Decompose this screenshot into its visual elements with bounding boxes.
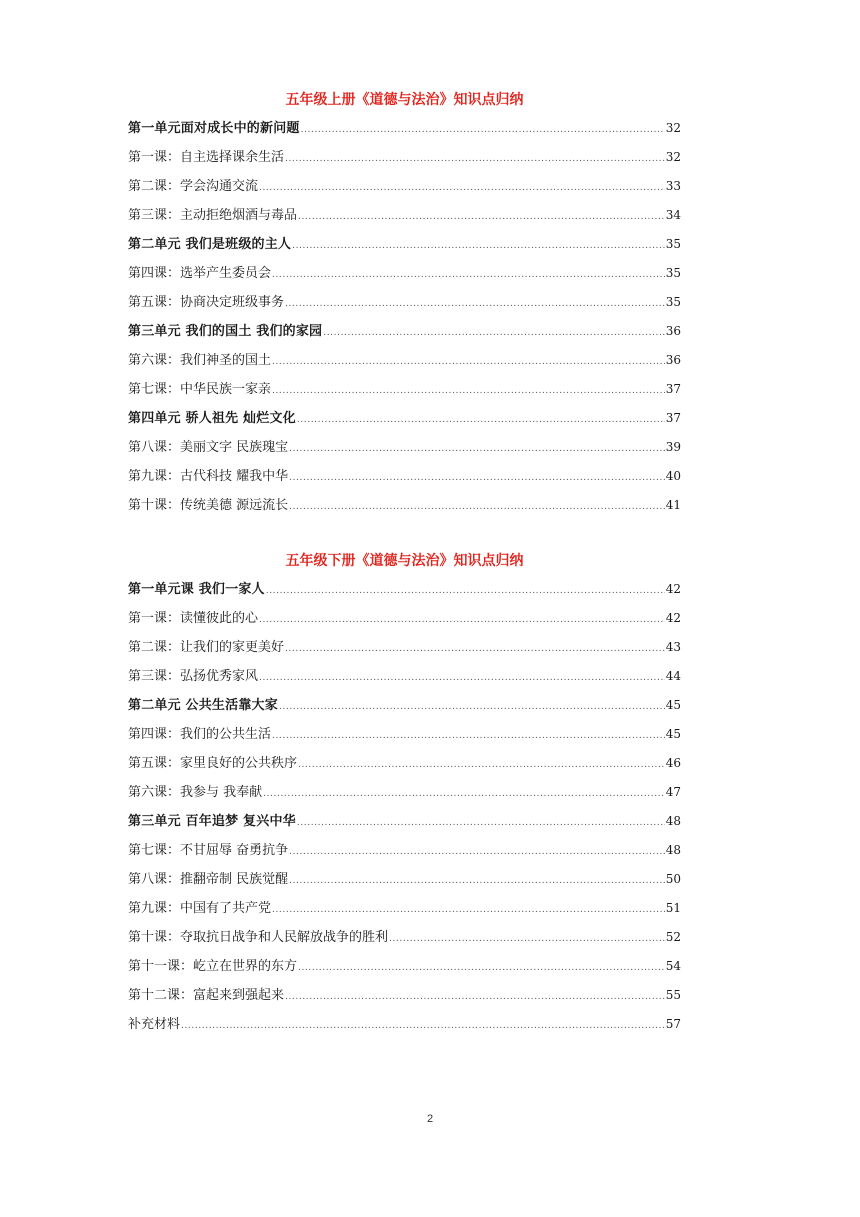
toc-page-number: 37 [665, 411, 681, 425]
toc-entry-title: 第十二课：富起来到强起来 [128, 988, 285, 1003]
toc-entry-list [128, 575, 681, 1039]
toc-lesson-entry[interactable] [128, 952, 681, 981]
toc-page-number: 41 [665, 498, 681, 512]
toc-entry-title: 补充材料 [128, 1017, 181, 1032]
dot-leader [289, 464, 665, 493]
toc-entry-title: 第十课：夺取抗日战争和人民解放战争的胜利 [128, 930, 389, 945]
toc-page-number: 55 [665, 988, 681, 1002]
toc-entry-title: 第八课：推翻帝制 民族觉醒 [128, 872, 289, 887]
toc-page-number: 57 [665, 1017, 681, 1031]
dot-leader [285, 635, 665, 664]
toc-unit-entry[interactable] [128, 575, 681, 604]
toc-entry-title: 第十一课：屹立在世界的东方 [128, 959, 298, 974]
toc-unit-entry[interactable] [128, 691, 681, 720]
dot-leader [272, 377, 665, 406]
toc-lesson-entry[interactable] [128, 1010, 681, 1039]
toc-page-number: 35 [665, 237, 681, 251]
toc-page-number: 44 [665, 669, 681, 683]
toc-page-number: 42 [665, 611, 681, 625]
toc-section-grade5-vol2 [128, 549, 681, 1039]
toc-lesson-entry[interactable] [128, 923, 681, 952]
toc-lesson-entry[interactable] [128, 201, 681, 230]
toc-entry-title: 第十课：传统美德 源远流长 [128, 498, 289, 513]
toc-entry-title: 第三课：主动拒绝烟酒与毒品 [128, 208, 298, 223]
toc-entry-title: 第八课：美丽文字 民族瑰宝 [128, 440, 289, 455]
toc-entry-title: 第一课：自主选择课余生活 [128, 150, 285, 165]
dot-leader [181, 1012, 665, 1041]
toc-unit-entry[interactable] [128, 317, 681, 346]
toc-page-number: 32 [665, 121, 681, 135]
toc-page-number: 34 [665, 208, 681, 222]
toc-entry-title: 第一单元面对成长中的新问题 [128, 121, 300, 136]
toc-page-number: 36 [665, 353, 681, 367]
toc-lesson-entry[interactable] [128, 259, 681, 288]
dot-leader [389, 925, 665, 954]
toc-unit-entry[interactable] [128, 807, 681, 836]
dot-leader [323, 319, 664, 348]
toc-entry-title: 第六课：我参与 我奉献 [128, 785, 263, 800]
dot-leader [285, 290, 665, 319]
dot-leader [292, 232, 665, 261]
toc-page-number: 48 [665, 843, 681, 857]
toc-page-number: 35 [665, 266, 681, 280]
toc-page-number: 52 [665, 930, 681, 944]
toc-lesson-entry[interactable] [128, 778, 681, 807]
toc-page-number: 40 [665, 469, 681, 483]
toc-page-number: 32 [665, 150, 681, 164]
dot-leader [301, 116, 665, 145]
toc-lesson-entry[interactable] [128, 981, 681, 1010]
toc-lesson-entry[interactable] [128, 375, 681, 404]
dot-leader [289, 867, 665, 896]
dot-leader [298, 751, 665, 780]
toc-entry-title: 第四课：选举产生委员会 [128, 266, 272, 281]
toc-lesson-entry[interactable] [128, 662, 681, 691]
dot-leader [259, 606, 665, 635]
toc-lesson-entry[interactable] [128, 894, 681, 923]
toc-lesson-entry[interactable] [128, 865, 681, 894]
toc-lesson-entry[interactable] [128, 462, 681, 491]
toc-unit-entry[interactable] [128, 230, 681, 259]
toc-page-number: 51 [665, 901, 681, 915]
toc-lesson-entry[interactable] [128, 604, 681, 633]
toc-page-number: 33 [665, 179, 681, 193]
dot-leader [272, 896, 665, 925]
dot-leader [285, 983, 665, 1012]
toc-lesson-entry[interactable] [128, 491, 681, 520]
section-title: 五年级下册《道德与法治》知识点归纳 [285, 553, 524, 569]
toc-page-number: 39 [665, 440, 681, 454]
dot-leader [297, 406, 665, 435]
toc-lesson-entry[interactable] [128, 749, 681, 778]
toc-entry-title: 第二课：让我们的家更美好 [128, 640, 285, 655]
toc-page-number: 35 [665, 295, 681, 309]
toc-page-number: 45 [665, 727, 681, 741]
toc-entry-title: 第三单元 我们的国土 我们的家园 [128, 324, 323, 339]
toc-page-number: 48 [665, 814, 681, 828]
toc-entry-title: 第九课：中国有了共产党 [128, 901, 272, 916]
dot-leader [298, 954, 665, 983]
dot-leader [289, 838, 665, 867]
dot-leader [289, 435, 665, 464]
section-title: 五年级上册《道德与法治》知识点归纳 [285, 92, 524, 108]
toc-entry-title: 第二单元 我们是班级的主人 [128, 237, 292, 252]
toc-entry-title: 第九课：古代科技 耀我中华 [128, 469, 289, 484]
toc-page-number: 54 [665, 959, 681, 973]
dot-leader [272, 722, 665, 751]
toc-entry-title: 第六课：我们神圣的国土 [128, 353, 272, 368]
toc-lesson-entry[interactable] [128, 172, 681, 201]
dot-leader [285, 145, 665, 174]
toc-lesson-entry[interactable] [128, 143, 681, 172]
toc-entry-title: 第三单元 百年追梦 复兴中华 [128, 814, 296, 829]
toc-entry-title: 第一单元课 我们一家人 [128, 582, 265, 597]
dot-leader [259, 174, 665, 203]
toc-unit-entry[interactable] [128, 114, 681, 143]
toc-lesson-entry[interactable] [128, 836, 681, 865]
toc-entry-list [128, 114, 681, 520]
toc-page-number: 46 [665, 756, 681, 770]
toc-lesson-entry[interactable] [128, 346, 681, 375]
toc-entry-title: 第三课：弘扬优秀家风 [128, 669, 259, 684]
dot-leader [272, 261, 665, 290]
toc-page-number: 43 [665, 640, 681, 654]
dot-leader [297, 809, 665, 838]
dot-leader [279, 693, 665, 722]
toc-unit-entry[interactable] [128, 404, 681, 433]
dot-leader [263, 780, 665, 809]
toc-page-number: 47 [665, 785, 681, 799]
toc-entry-title: 第七课：不甘屈辱 奋勇抗争 [128, 843, 289, 858]
toc-entry-title: 第二单元 公共生活靠大家 [128, 698, 278, 713]
toc-entry-title: 第一课：读懂彼此的心 [128, 611, 259, 626]
dot-leader [298, 203, 665, 232]
toc-lesson-entry[interactable] [128, 633, 681, 662]
dot-leader [259, 664, 665, 693]
toc-entry-title: 第五课：家里良好的公共秩序 [128, 756, 298, 771]
page-number: 2 [426, 1113, 434, 1125]
toc-entry-title: 第七课：中华民族一家亲 [128, 382, 272, 397]
dot-leader [289, 493, 665, 522]
toc-page-number: 50 [665, 872, 681, 886]
toc-section-grade5-vol1 [128, 88, 681, 520]
toc-lesson-entry[interactable] [128, 433, 681, 462]
toc-entry-title: 第五课：协商决定班级事务 [128, 295, 285, 310]
toc-page-number: 45 [665, 698, 681, 712]
dot-leader [266, 577, 665, 606]
toc-page-number: 42 [665, 582, 681, 596]
toc-page-number: 36 [665, 324, 681, 338]
toc-entry-title: 第四课：我们的公共生活 [128, 727, 272, 742]
toc-page-number: 37 [665, 382, 681, 396]
toc-entry-title: 第四单元 骄人祖先 灿烂文化 [128, 411, 296, 426]
toc-entry-title: 第二课：学会沟通交流 [128, 179, 259, 194]
toc-lesson-entry[interactable] [128, 720, 681, 749]
toc-lesson-entry[interactable] [128, 288, 681, 317]
dot-leader [272, 348, 665, 377]
